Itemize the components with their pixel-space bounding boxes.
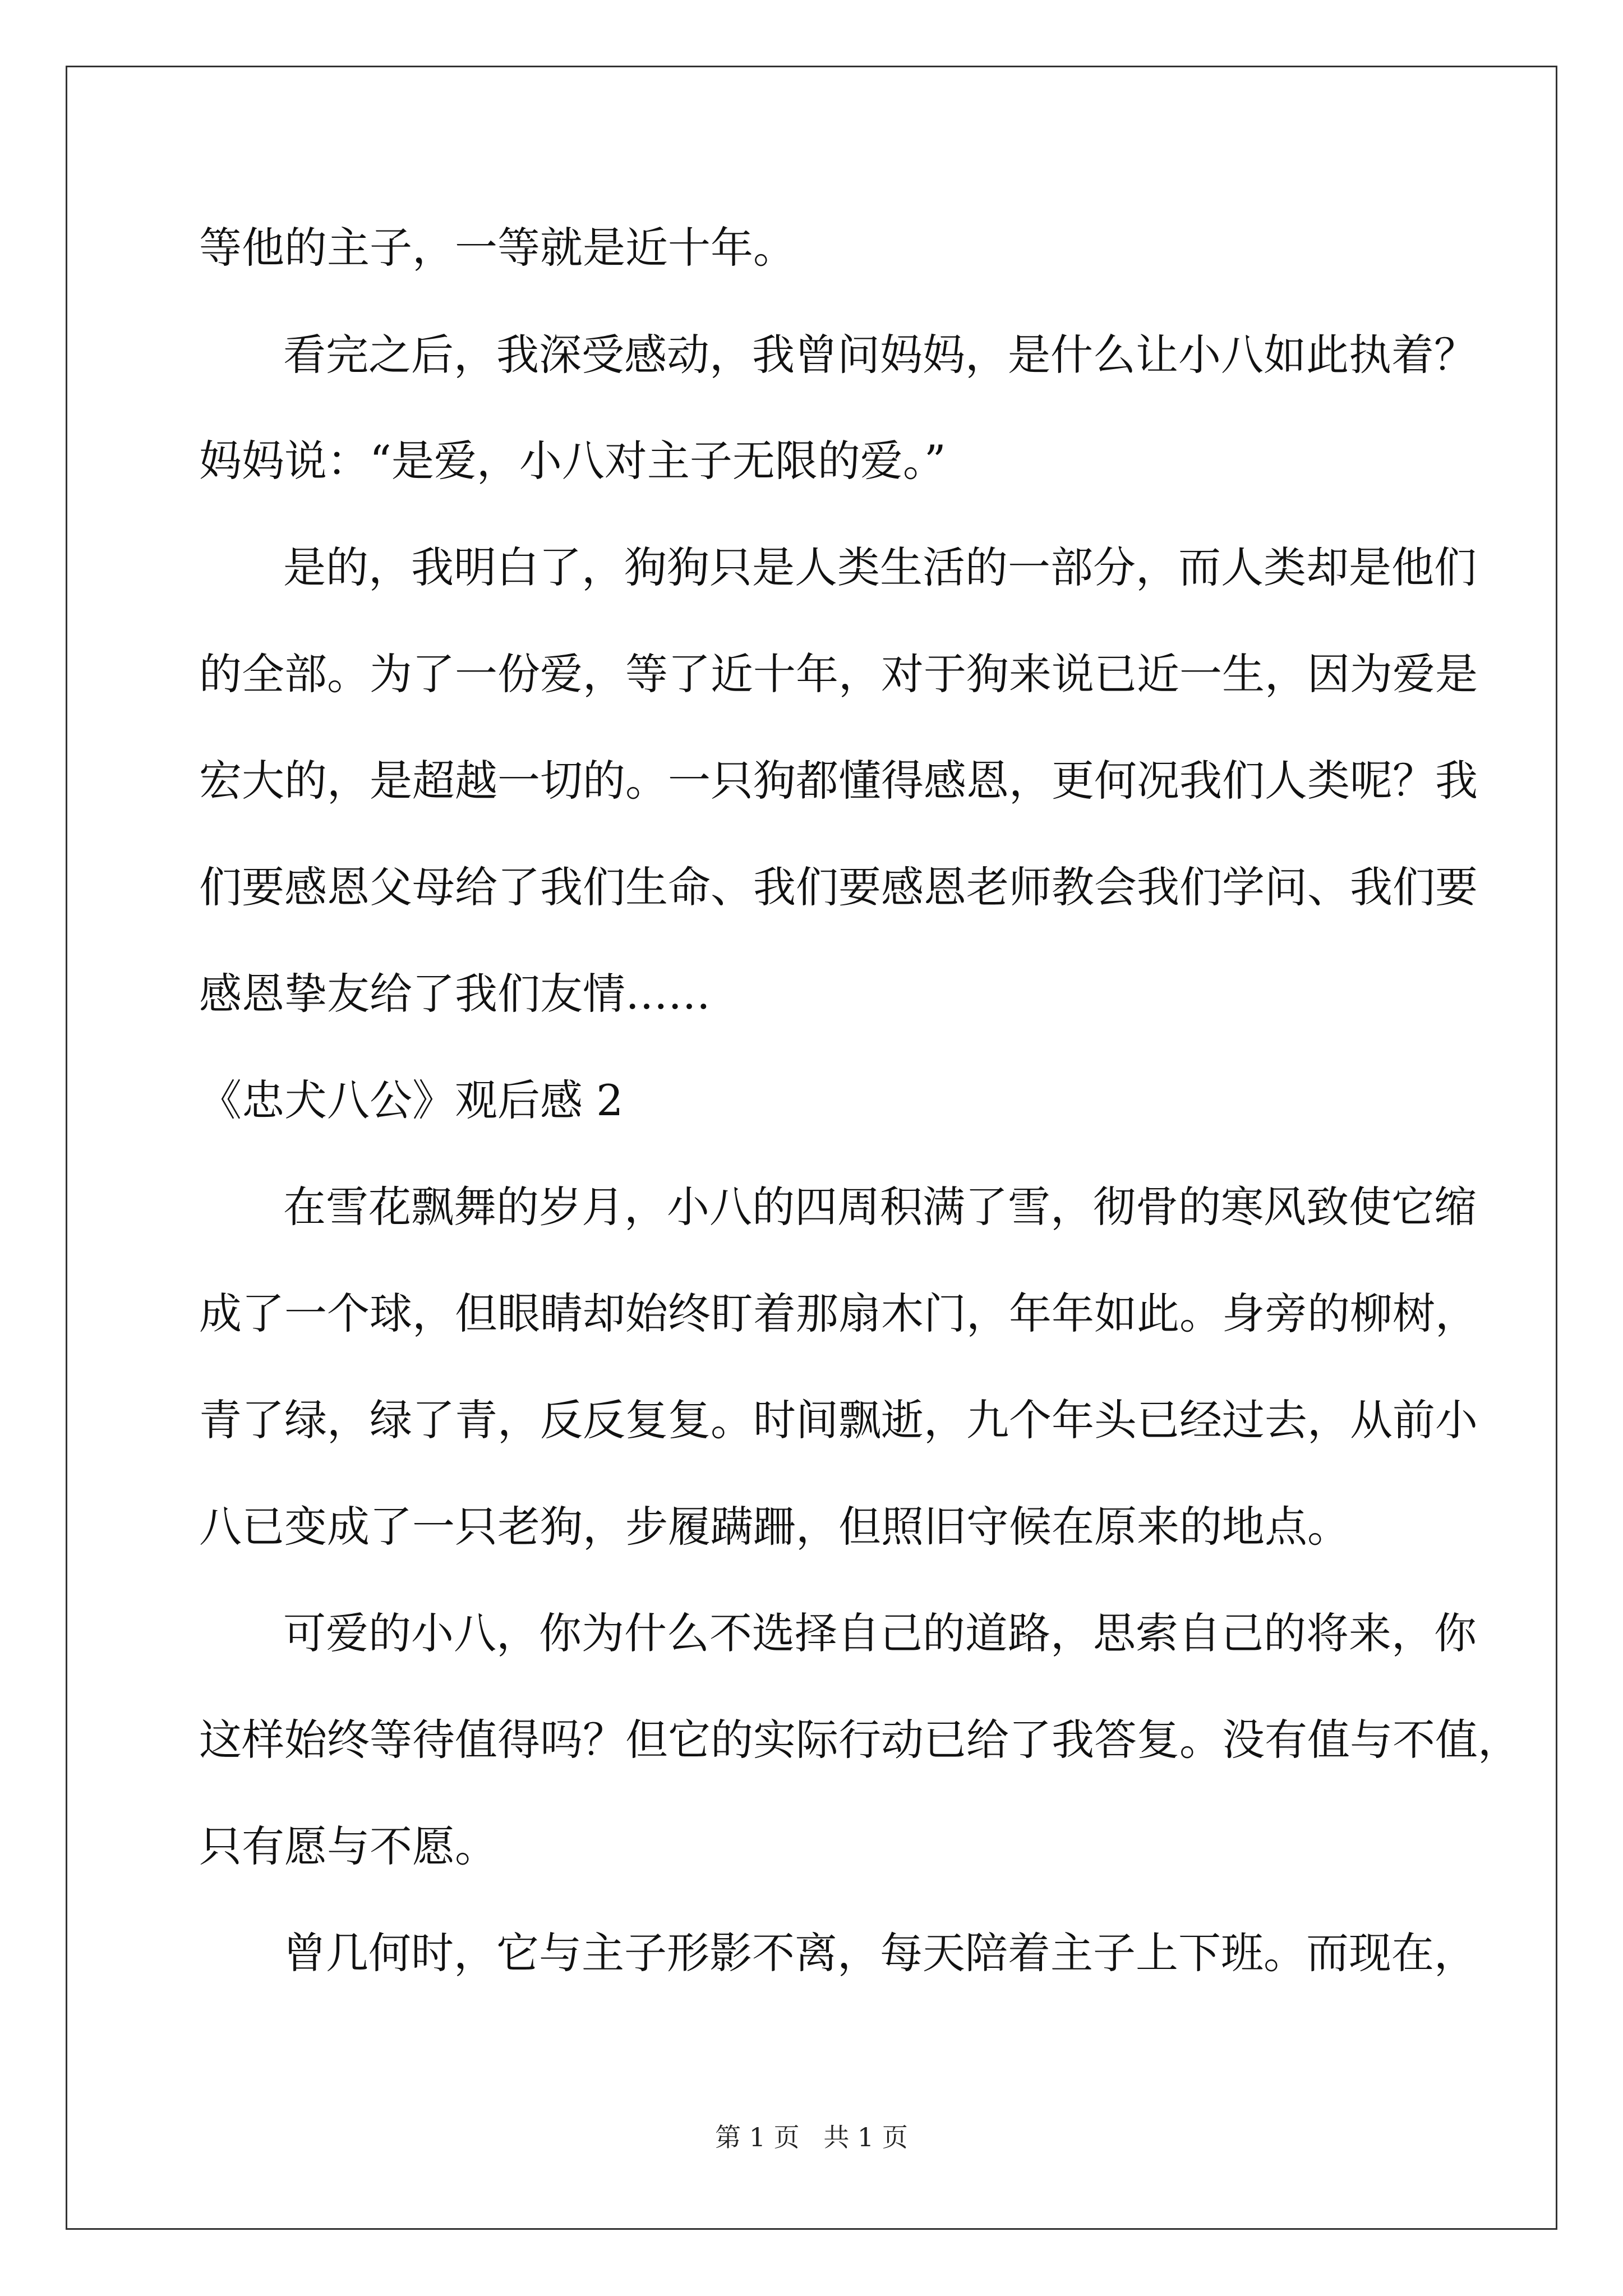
- paragraph-line: 曾几何时，它与主子形影不离，每天陪着主子上下班。而现在，: [283, 1928, 1477, 1978]
- page-border: [66, 66, 1557, 2230]
- paragraph-line: 的全部。为了一份爱，等了近十年，对于狗来说已近一生，因为爱是: [199, 649, 1478, 699]
- paragraph-line: 等他的主子，一等就是近十年。: [199, 223, 796, 273]
- paragraph-line: 成了一个球，但眼睛却始终盯着那扇木门，年年如此。身旁的柳树，: [199, 1289, 1478, 1338]
- paragraph-line: 这样始终等待值得吗？但它的实际行动已给了我答复。没有值与不值，: [199, 1715, 1520, 1765]
- page-footer: [0, 2120, 1623, 2154]
- paragraph-line: 青了绿，绿了青，反反复复。时间飘逝，九个年头已经过去，从前小: [199, 1395, 1478, 1445]
- paragraph-line: 八已变成了一只老狗，步履蹒跚，但照旧守候在原来的地点。: [199, 1502, 1350, 1552]
- paragraph-line: 是的，我明白了，狗狗只是人类生活的一部分，而人类却是他们: [283, 542, 1477, 592]
- paragraph-line: 宏大的，是超越一切的。一只狗都懂得感恩，更何况我们人类呢？我: [199, 756, 1478, 806]
- section-heading: 《忠犬八公》观后感 2: [199, 1075, 624, 1125]
- paragraph-line: 在雪花飘舞的岁月，小八的四周积满了雪，彻骨的寒风致使它缩: [283, 1182, 1477, 1232]
- page-number: 第 1 页: [715, 2122, 800, 2152]
- paragraph-line: 妈妈说：“是爱，小八对主子无限的爱。”: [199, 436, 946, 486]
- paragraph-line: 只有愿与不愿。: [199, 1821, 497, 1871]
- page-total: 共 1 页: [823, 2122, 908, 2152]
- paragraph-line: 看完之后，我深受感动，我曾问妈妈，是什么让小八如此执着？: [283, 330, 1477, 380]
- paragraph-line: 感恩挚友给了我们友情……: [199, 969, 711, 1019]
- paragraph-line: 们要感恩父母给了我们生命、我们要感恩老师教会我们学问、我们要: [199, 862, 1478, 912]
- paragraph-line: 可爱的小八，你为什么不选择自己的道路，思索自己的将来，你: [283, 1608, 1477, 1658]
